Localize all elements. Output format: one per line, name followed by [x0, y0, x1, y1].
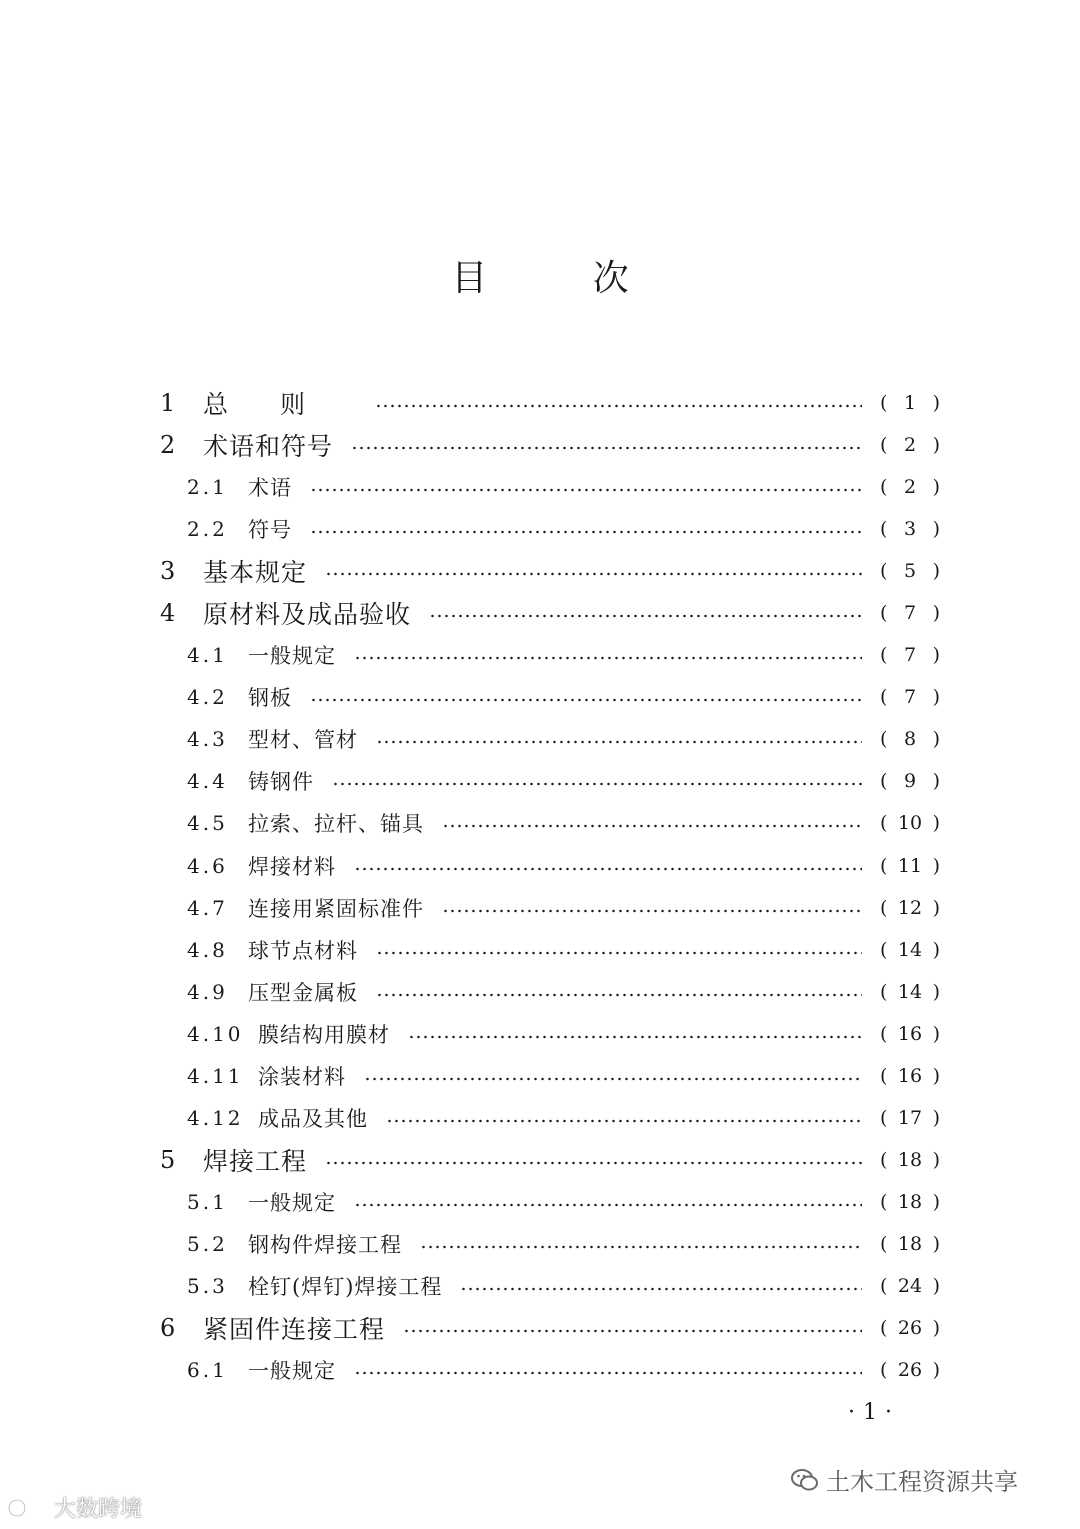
toc-page-number: 1 [903, 392, 917, 415]
watermark-right [790, 1462, 1018, 1497]
open-paren: ( [880, 1232, 888, 1255]
toc-page-ref [880, 518, 940, 540]
toc-page-number: 14 [897, 938, 923, 961]
toc-section [0, 1223, 1080, 1265]
toc-page-ref [880, 1317, 940, 1339]
open-paren: ( [880, 518, 888, 541]
toc-page-ref [880, 897, 940, 919]
toc-number: 2 [160, 431, 179, 460]
toc-page-ref [880, 770, 940, 792]
toc-page-number: 2 [903, 476, 917, 499]
toc-section [0, 508, 1080, 550]
title-char-2: 次 [592, 258, 629, 299]
close-paren: ) [932, 1275, 940, 1297]
open-paren: ( [880, 1317, 888, 1340]
toc-page-number: 9 [903, 770, 917, 793]
open-paren: ( [880, 686, 888, 709]
close-paren: ) [932, 392, 940, 415]
toc-title: 成品及其他 [258, 1106, 368, 1131]
toc-page-ref [880, 1233, 940, 1255]
toc-leader-dots [375, 404, 862, 408]
toc-number: 1 [160, 389, 179, 418]
open-paren: ( [880, 728, 888, 751]
toc-title: 基本规定 [203, 558, 308, 588]
wechat-icon [790, 1467, 820, 1493]
toc-number: 4.9 [187, 979, 228, 1004]
toc-chapter [0, 424, 1080, 466]
toc-title: 焊接工程 [203, 1146, 308, 1176]
toc-section [0, 718, 1080, 760]
toc-title: 钢板 [248, 686, 292, 711]
toc-number: 4.4 [187, 769, 228, 794]
open-paren: ( [880, 1022, 888, 1045]
toc-page-number: 11 [897, 854, 923, 877]
toc-leader-dots [325, 1161, 862, 1165]
toc-section [0, 845, 1080, 887]
toc-title: 术语 [248, 476, 292, 501]
toc-page-number: 17 [897, 1106, 923, 1129]
toc-number: 2.1 [187, 475, 228, 500]
toc-page-number: 18 [897, 1232, 923, 1255]
toc-title: 膜结构用膜材 [258, 1022, 390, 1047]
open-paren: ( [880, 1190, 888, 1213]
toc-number: 5.3 [187, 1274, 228, 1298]
close-paren: ) [932, 1232, 940, 1255]
open-paren: ( [880, 770, 888, 793]
toc-leader-dots [420, 1245, 862, 1249]
open-paren: ( [880, 392, 888, 415]
open-paren: ( [880, 434, 888, 457]
toc-page-ref [880, 1191, 940, 1213]
toc-leader-dots [354, 1371, 862, 1375]
toc-page-ref [880, 476, 940, 498]
toc-leader-dots [403, 1329, 862, 1333]
toc-section [0, 634, 1080, 676]
toc-section [0, 802, 1080, 844]
toc-page-number: 7 [903, 602, 917, 625]
toc-page-number: 26 [897, 1317, 923, 1340]
toc-title: 钢构件焊接工程 [248, 1232, 402, 1257]
toc-page-number: 24 [897, 1275, 923, 1297]
toc-section [0, 887, 1080, 929]
toc-leader-dots [354, 1203, 862, 1207]
toc-leader-dots [408, 1035, 862, 1039]
toc-page-number: 3 [903, 518, 917, 541]
close-paren: ) [932, 560, 940, 583]
close-paren: ) [932, 1022, 940, 1045]
toc-page-number: 12 [897, 896, 923, 919]
toc-title: 铸钢件 [248, 770, 314, 795]
toc-title: 术语和符号 [203, 432, 334, 462]
toc-chapter [0, 592, 1080, 634]
toc-title: 紧固件连接工程 [203, 1315, 386, 1345]
close-paren: ) [932, 896, 940, 919]
toc-page-ref [880, 728, 940, 750]
close-paren: ) [932, 686, 940, 709]
toc-title: 一般规定 [248, 644, 336, 669]
toc-title: 焊接材料 [248, 854, 336, 879]
close-paren: ) [932, 518, 940, 541]
toc-number: 4.5 [187, 811, 228, 836]
toc-number: 6 [160, 1314, 179, 1343]
close-paren: ) [932, 476, 940, 499]
toc-leader-dots [354, 656, 862, 660]
toc-number: 4.6 [187, 853, 228, 878]
toc-title: 一般规定 [248, 1190, 336, 1215]
toc-chapter [0, 1307, 1080, 1349]
toc-chapter [0, 1139, 1080, 1181]
toc-leader-dots [354, 867, 862, 871]
close-paren: ) [932, 854, 940, 877]
title-char-1: 目 [451, 258, 488, 299]
watermark-right-text: 土木工程资源共享 [826, 1468, 1018, 1496]
toc-chapter [0, 382, 1080, 424]
toc-leader-dots [364, 1077, 862, 1081]
close-paren: ) [932, 812, 940, 835]
toc-section [0, 929, 1080, 971]
toc-leader-dots [442, 909, 862, 913]
open-paren: ( [880, 854, 888, 877]
open-paren: ( [880, 1106, 888, 1129]
close-paren: ) [932, 980, 940, 1003]
toc-page-ref [880, 560, 940, 582]
toc-page-number: 7 [903, 686, 917, 709]
open-paren: ( [880, 560, 888, 583]
toc-section [0, 1013, 1080, 1055]
toc-page-number: 26 [897, 1359, 923, 1382]
toc-section [0, 1265, 1080, 1307]
toc-title: 压型金属板 [248, 980, 358, 1005]
open-paren: ( [880, 1275, 888, 1297]
toc-page-ref [880, 434, 940, 456]
toc-page-ref [880, 602, 940, 624]
toc-page-number: 10 [897, 812, 923, 835]
toc-page-ref [880, 855, 940, 877]
toc-page-ref [880, 1359, 940, 1381]
toc-title: 总则 [203, 390, 358, 420]
toc-title: 拉索、拉杆、锚具 [248, 812, 424, 837]
open-paren: ( [880, 1148, 888, 1171]
toc-leader-dots [310, 488, 862, 492]
toc-page-number: 8 [903, 728, 917, 751]
toc-page-number: 16 [897, 1064, 923, 1087]
open-paren: ( [880, 812, 888, 835]
toc-page-ref [880, 812, 940, 834]
close-paren: ) [932, 434, 940, 457]
toc-section [0, 760, 1080, 802]
close-paren: ) [932, 770, 940, 793]
toc-section [0, 676, 1080, 718]
toc-number: 4.8 [187, 937, 228, 962]
page-title [0, 250, 1080, 301]
toc-number: 4.1 [187, 643, 228, 668]
toc-leader-dots [386, 1119, 862, 1123]
close-paren: ) [932, 1317, 940, 1340]
toc-number: 4.11 [187, 1063, 244, 1088]
toc-number: 5.2 [187, 1231, 228, 1256]
open-paren: ( [880, 644, 888, 667]
toc-page-number: 14 [897, 980, 923, 1003]
toc-page-ref [880, 1275, 940, 1297]
page-number: ·1· [848, 1400, 900, 1425]
close-paren: ) [932, 602, 940, 625]
toc-number: 6.1 [187, 1358, 228, 1383]
toc-leader-dots [325, 572, 862, 576]
toc-page-ref [880, 1149, 940, 1171]
toc-leader-dots [332, 782, 862, 786]
toc-leader-dots [442, 824, 862, 828]
toc-section [0, 1055, 1080, 1097]
toc-leader-dots [310, 530, 862, 534]
close-paren: ) [932, 728, 940, 751]
toc-page-ref [880, 1065, 940, 1087]
toc-number: 4.2 [187, 685, 228, 710]
toc-page-number: 16 [897, 1022, 923, 1045]
close-paren: ) [932, 1359, 940, 1382]
toc-title: 栓钉(焊钉)焊接工程 [248, 1275, 443, 1299]
toc-number: 5.1 [187, 1189, 228, 1214]
open-paren: ( [880, 1064, 888, 1087]
toc-number: 5 [160, 1145, 179, 1174]
toc-title: 连接用紧固标准件 [248, 896, 424, 921]
toc-number: 3 [160, 557, 179, 586]
toc-page-number: 2 [903, 434, 917, 457]
toc-page-ref [880, 981, 940, 1003]
toc-leader-dots [376, 951, 862, 955]
toc-page-number: 5 [903, 560, 917, 583]
toc-section [0, 971, 1080, 1013]
toc-leader-dots [429, 614, 862, 618]
close-paren: ) [932, 1190, 940, 1213]
toc-title: 原材料及成品验收 [203, 600, 412, 630]
close-paren: ) [932, 1148, 940, 1171]
toc-title: 球节点材料 [248, 938, 358, 963]
toc-number: 4.12 [187, 1105, 244, 1130]
close-paren: ) [932, 1064, 940, 1087]
toc-page-number: 18 [897, 1148, 923, 1171]
toc-section [0, 1181, 1080, 1223]
close-paren: ) [932, 644, 940, 667]
toc-leader-dots [460, 1287, 862, 1291]
toc-page-ref [880, 644, 940, 666]
toc-number: 2.2 [187, 517, 228, 542]
toc-title: 符号 [248, 518, 292, 543]
open-paren: ( [880, 1359, 888, 1382]
toc-leader-dots [351, 446, 862, 450]
toc-page-ref [880, 1107, 940, 1129]
toc-page-number: 7 [903, 644, 917, 667]
toc-page-number: 18 [897, 1190, 923, 1213]
toc-page-ref [880, 1023, 940, 1045]
toc-section [0, 1349, 1080, 1391]
toc-page-ref [880, 939, 940, 961]
toc-number: 4 [160, 599, 179, 628]
open-paren: ( [880, 980, 888, 1003]
toc-number: 4.3 [187, 727, 228, 752]
watermark-left-text: 大数跨境 [54, 1497, 143, 1522]
toc-page-ref [880, 686, 940, 708]
toc-number: 4.7 [187, 895, 228, 920]
toc-leader-dots [376, 740, 862, 744]
watermark-left [6, 1492, 142, 1523]
close-paren: ) [932, 1106, 940, 1129]
open-paren: ( [880, 938, 888, 961]
toc-title: 一般规定 [248, 1359, 336, 1384]
table-of-contents [0, 382, 1080, 1391]
toc-section [0, 466, 1080, 508]
open-paren: ( [880, 476, 888, 499]
toc-chapter [0, 550, 1080, 592]
toc-number: 4.10 [187, 1021, 244, 1046]
open-paren: ( [880, 602, 888, 625]
close-paren: ) [932, 938, 940, 961]
toc-section [0, 1097, 1080, 1139]
toc-title: 涂装材料 [258, 1064, 346, 1089]
brand-logo-icon [6, 1496, 50, 1520]
open-paren: ( [880, 896, 888, 919]
toc-leader-dots [310, 698, 862, 702]
toc-leader-dots [376, 993, 862, 997]
toc-page-ref [880, 392, 940, 414]
toc-title: 型材、管材 [248, 728, 358, 753]
